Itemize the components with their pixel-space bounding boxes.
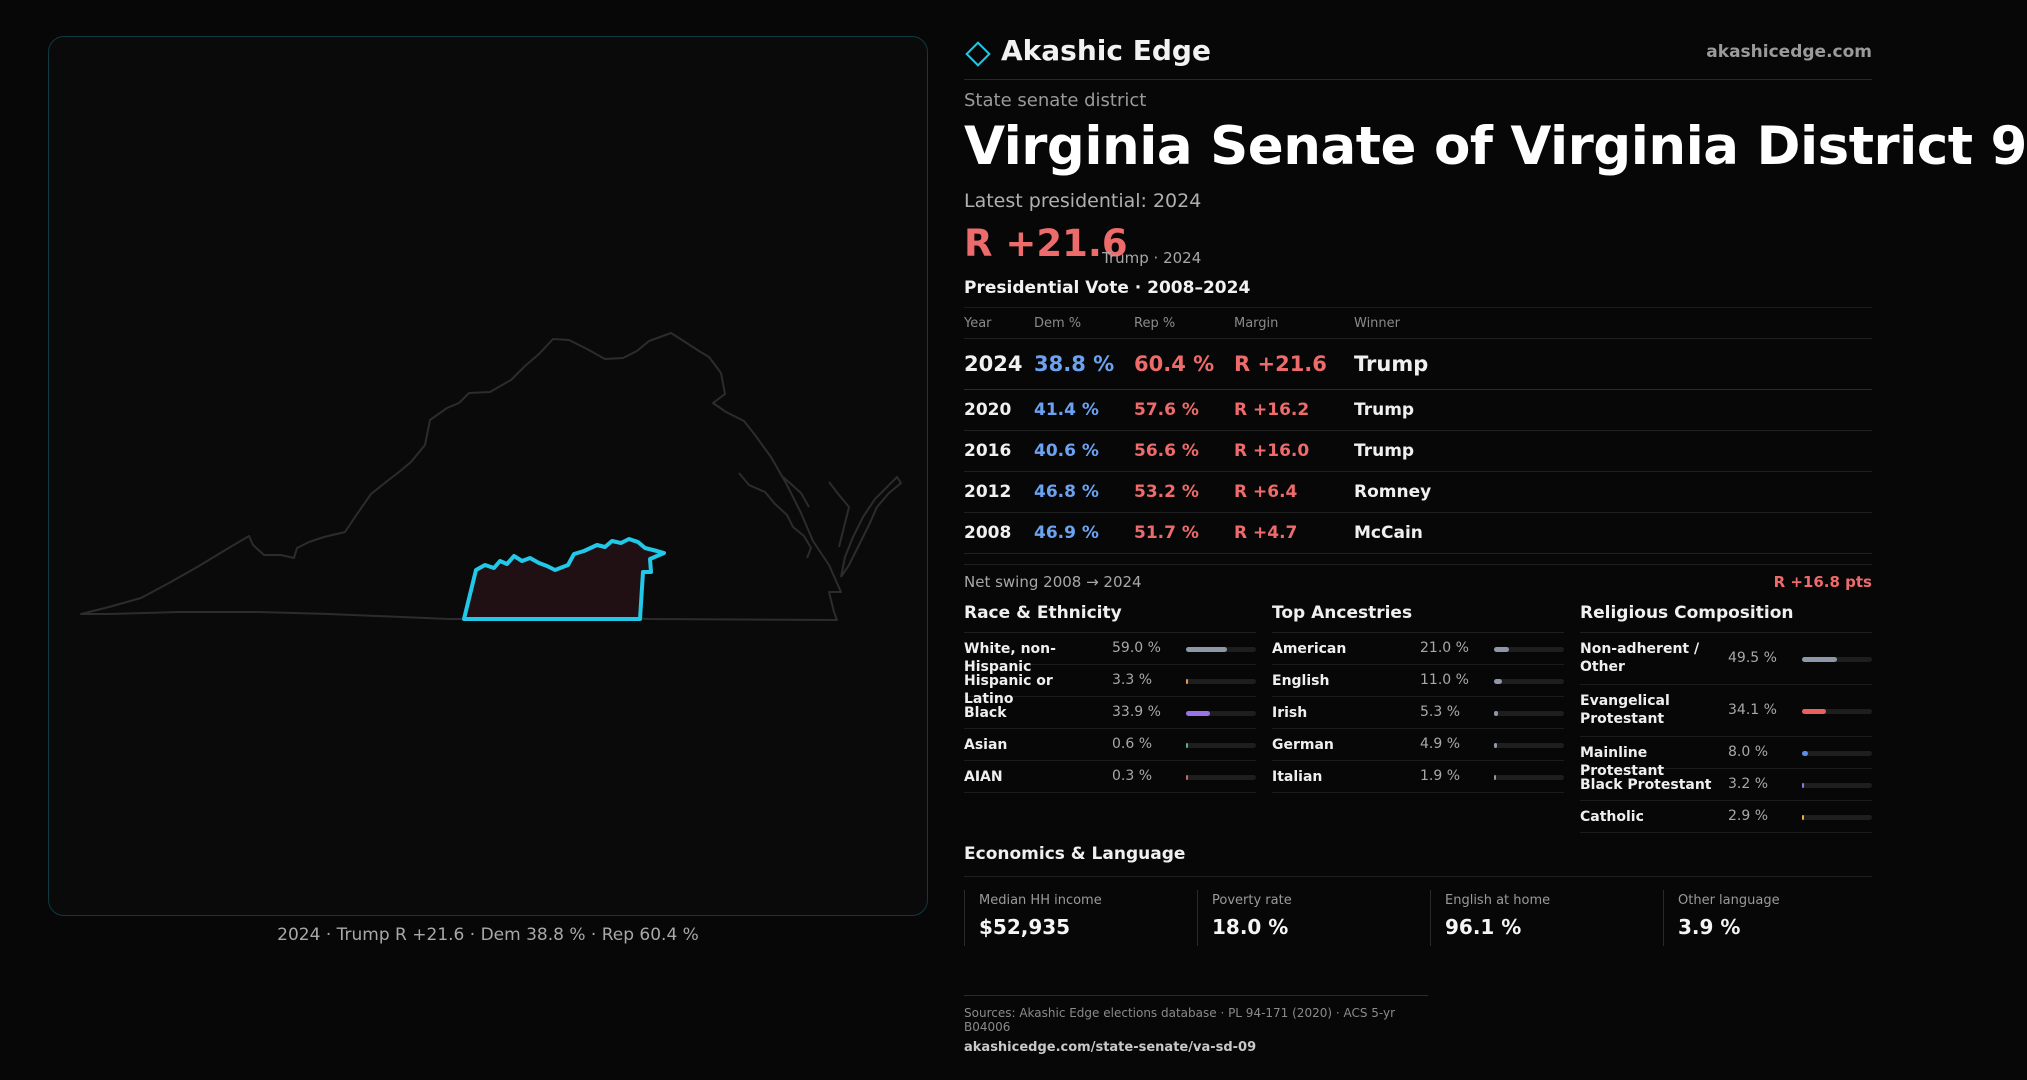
header-rep: Rep % xyxy=(1134,316,1176,331)
row-margin: R +21.6 xyxy=(1234,352,1327,376)
demo-row xyxy=(1272,665,1564,697)
ancestry-section xyxy=(1272,600,1564,793)
row-rep: 51.7 % xyxy=(1134,523,1199,543)
econ-poverty-rate xyxy=(1197,890,1424,946)
econ-label: Other language xyxy=(1678,893,1780,908)
source-url-link[interactable]: akashicedge.com/state-senate/va-sd-09 xyxy=(964,1040,1257,1055)
row-winner: Trump xyxy=(1354,352,1429,376)
demo-label: Italian xyxy=(1272,769,1323,785)
demo-bar-fill xyxy=(1186,775,1188,780)
demo-value: 4.9 % xyxy=(1420,736,1461,752)
table-row xyxy=(964,431,1872,472)
demo-bar-fill xyxy=(1802,783,1804,788)
chesapeake-coast xyxy=(739,473,849,558)
demo-value: 59.0 % xyxy=(1112,640,1161,656)
demo-label: Black xyxy=(964,705,1007,721)
table-header xyxy=(964,308,1872,339)
demo-bar-track xyxy=(1494,775,1564,780)
demo-value: 21.0 % xyxy=(1420,640,1469,656)
demo-row xyxy=(1272,697,1564,729)
row-winner: Romney xyxy=(1354,482,1432,502)
econ-value: $52,935 xyxy=(979,915,1071,939)
net-swing xyxy=(964,564,1872,594)
econ-label: English at home xyxy=(1445,893,1551,908)
demo-label: Catholic xyxy=(1580,809,1644,825)
demo-bar-fill xyxy=(1186,647,1227,652)
demo-bar-track xyxy=(1186,743,1256,748)
row-margin: R +6.4 xyxy=(1234,482,1298,502)
demo-row xyxy=(964,665,1256,707)
latest-margin: R +21.6 xyxy=(964,222,1128,265)
demo-value: 34.1 % xyxy=(1728,702,1777,718)
demo-value: 0.6 % xyxy=(1112,736,1153,752)
demo-bar-track xyxy=(1802,709,1872,714)
demo-row xyxy=(1580,737,1872,779)
religion-list xyxy=(1580,633,1872,833)
header-winner: Winner xyxy=(1354,316,1401,331)
econ-english-at-home xyxy=(1430,890,1657,946)
race-list xyxy=(964,633,1256,793)
row-dem: 46.8 % xyxy=(1034,482,1099,502)
demo-bar-fill xyxy=(1494,647,1509,652)
econ-other-language xyxy=(1663,890,1890,946)
econ-label: Median HH income xyxy=(979,893,1102,908)
row-winner: Trump xyxy=(1354,400,1415,420)
demo-value: 0.3 % xyxy=(1112,768,1153,784)
row-rep: 53.2 % xyxy=(1134,482,1199,502)
demo-bar-fill xyxy=(1802,815,1804,820)
row-margin: R +4.7 xyxy=(1234,523,1298,543)
table-row xyxy=(964,472,1872,513)
demo-row xyxy=(1272,729,1564,761)
demo-bar-track xyxy=(1186,775,1256,780)
demo-row xyxy=(1580,769,1872,801)
demo-bar-track xyxy=(1186,711,1256,716)
latest-presidential-label: Latest presidential: 2024 xyxy=(964,190,1202,212)
demo-bar-track xyxy=(1802,783,1872,788)
sources-footer xyxy=(964,995,1428,1055)
row-dem: 40.6 % xyxy=(1034,441,1099,461)
demo-label: Asian xyxy=(964,737,1008,753)
brand-url[interactable]: akashicedge.com xyxy=(1706,42,1872,62)
demo-bar-fill xyxy=(1802,709,1826,714)
row-year: 2024 xyxy=(964,352,1023,376)
header-margin: Margin xyxy=(1234,316,1279,331)
row-year: 2016 xyxy=(964,441,1012,461)
brand-name: Akashic Edge xyxy=(1001,34,1211,67)
demo-row xyxy=(964,729,1256,761)
row-margin: R +16.2 xyxy=(1234,400,1310,420)
demo-bar-track xyxy=(1186,647,1256,652)
row-rep: 57.6 % xyxy=(1134,400,1199,420)
demo-row xyxy=(964,761,1256,793)
swing-value: R +16.8 pts xyxy=(1773,573,1872,591)
demo-bar-track xyxy=(1494,679,1564,684)
demo-row xyxy=(1580,801,1872,833)
district-type: State senate district xyxy=(964,90,1147,111)
row-dem: 46.9 % xyxy=(1034,523,1099,543)
row-year: 2020 xyxy=(964,400,1012,420)
row-rep: 60.4 % xyxy=(1134,352,1215,376)
votes-table-title: Presidential Vote · 2008–2024 xyxy=(964,278,1251,298)
presidential-vote-table xyxy=(964,307,1872,554)
demo-row xyxy=(1272,761,1564,793)
header-year: Year xyxy=(964,316,992,331)
demo-bar-fill xyxy=(1494,679,1502,684)
economics-title: Economics & Language xyxy=(964,844,1872,877)
table-row xyxy=(964,339,1872,390)
demo-value: 3.3 % xyxy=(1112,672,1153,688)
row-dem: 38.8 % xyxy=(1034,352,1115,376)
econ-value: 3.9 % xyxy=(1678,915,1741,939)
demo-bar-fill xyxy=(1494,711,1498,716)
swing-label: Net swing 2008 → 2024 xyxy=(964,573,1142,591)
race-title: Race & Ethnicity xyxy=(964,600,1256,633)
econ-value: 96.1 % xyxy=(1445,915,1522,939)
ancestry-list xyxy=(1272,633,1564,793)
demo-bar-track xyxy=(1802,751,1872,756)
district-9-shape[interactable] xyxy=(464,539,664,619)
demo-bar-fill xyxy=(1494,775,1496,780)
demo-label: Non-adherent / Other xyxy=(1580,641,1700,675)
demo-label: Black Protestant xyxy=(1580,777,1712,793)
econ-median-income xyxy=(964,890,1191,946)
row-margin: R +16.0 xyxy=(1234,441,1310,461)
row-year: 2012 xyxy=(964,482,1012,502)
state-outline xyxy=(81,333,841,620)
demo-bar-track xyxy=(1494,743,1564,748)
virginia-map xyxy=(49,37,929,917)
row-rep: 56.6 % xyxy=(1134,441,1199,461)
demo-row xyxy=(964,697,1256,729)
eastern-shore xyxy=(841,477,901,577)
map-caption: 2024 · Trump R +21.6 · Dem 38.8 % · Rep 60.4 % xyxy=(277,925,699,945)
religion-title: Religious Composition xyxy=(1580,600,1872,633)
demo-label: AIAN xyxy=(964,769,1003,785)
demo-row xyxy=(1580,685,1872,737)
district-map[interactable] xyxy=(48,36,928,916)
table-row xyxy=(964,513,1872,554)
table-row xyxy=(964,390,1872,431)
demo-value: 11.0 % xyxy=(1420,672,1469,688)
demo-value: 1.9 % xyxy=(1420,768,1461,784)
demo-value: 3.2 % xyxy=(1728,776,1769,792)
demo-label: German xyxy=(1272,737,1334,753)
row-winner: Trump xyxy=(1354,441,1415,461)
demo-bar-track xyxy=(1802,657,1872,662)
demo-value: 8.0 % xyxy=(1728,744,1769,760)
demo-bar-track xyxy=(1494,647,1564,652)
demo-value: 33.9 % xyxy=(1112,704,1161,720)
header-dem: Dem % xyxy=(1034,316,1082,331)
demo-row xyxy=(964,633,1256,675)
demo-bar-track xyxy=(1494,711,1564,716)
page-title: Virginia Senate of Virginia District 9 xyxy=(964,116,2027,177)
econ-label: Poverty rate xyxy=(1212,893,1292,908)
demo-row xyxy=(1580,633,1872,685)
demo-bar-track xyxy=(1802,815,1872,820)
row-year: 2008 xyxy=(964,523,1012,543)
race-ethnicity-section xyxy=(964,600,1256,793)
demo-bar-fill xyxy=(1186,743,1188,748)
demo-row xyxy=(1272,633,1564,665)
demo-label: White, non-Hispanic xyxy=(964,641,1056,675)
demo-value: 5.3 % xyxy=(1420,704,1461,720)
demo-label: Irish xyxy=(1272,705,1308,721)
demo-value: 49.5 % xyxy=(1728,650,1777,666)
demo-bar-fill xyxy=(1186,679,1188,684)
economics-grid xyxy=(964,890,1872,946)
demo-bar-fill xyxy=(1494,743,1497,748)
demo-label: Evangelical Protestant xyxy=(1580,693,1670,727)
brand-header xyxy=(964,34,1872,80)
sources-line: Sources: Akashic Edge elections database · PL 94-171 (2020) · ACS 5-yr B04006 xyxy=(964,1006,1396,1034)
demo-label: Hispanic or Latino xyxy=(964,673,1053,707)
demo-value: 2.9 % xyxy=(1728,808,1769,824)
row-winner: McCain xyxy=(1354,523,1423,543)
row-dem: 41.4 % xyxy=(1034,400,1099,420)
demo-label: English xyxy=(1272,673,1330,689)
demo-label: Mainline Protestant xyxy=(1580,745,1665,779)
econ-value: 18.0 % xyxy=(1212,915,1289,939)
religion-section xyxy=(1580,600,1872,833)
demo-bar-fill xyxy=(1802,751,1808,756)
demo-label: American xyxy=(1272,641,1347,657)
diamond-logo-icon xyxy=(964,40,992,68)
demo-bar-track xyxy=(1186,679,1256,684)
demo-bar-fill xyxy=(1186,711,1210,716)
demo-bar-fill xyxy=(1802,657,1837,662)
latest-margin-detail: Trump · 2024 xyxy=(1102,249,1202,267)
ancestry-title: Top Ancestries xyxy=(1272,600,1564,633)
